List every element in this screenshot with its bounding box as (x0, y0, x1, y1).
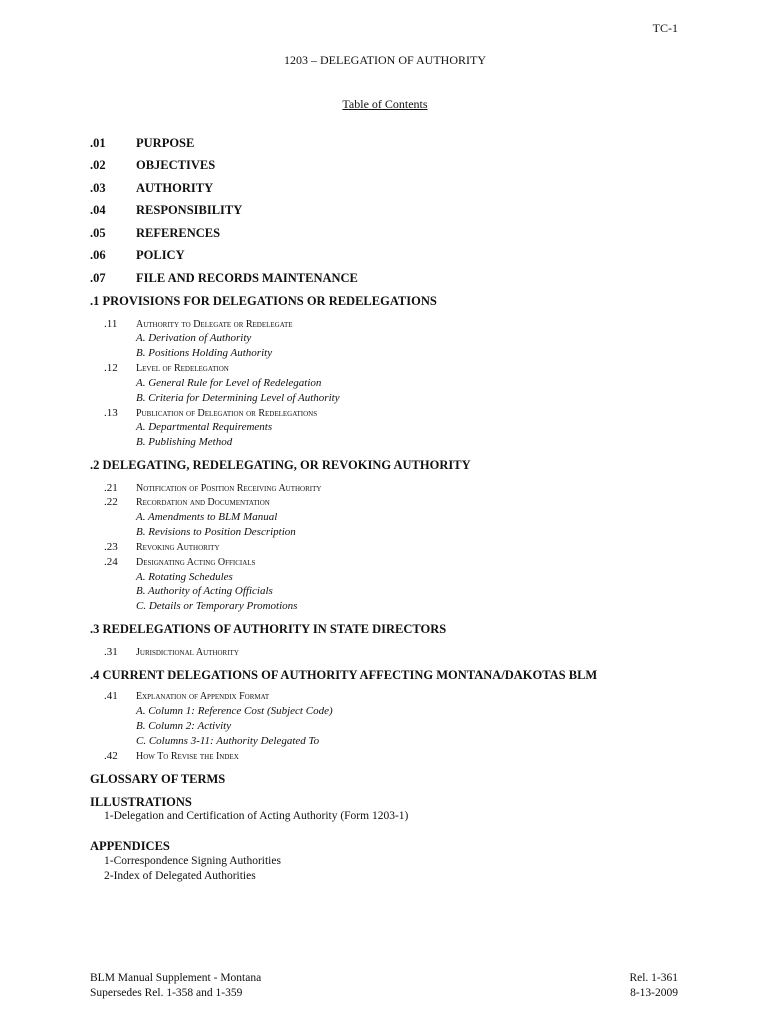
toc-part-2: .2 DELEGATING, REDELEGATING, OR REVOKING AUTHORITY (90, 458, 471, 472)
toc-appendix-item-1: 1-Correspondence Signing Authorities (104, 855, 281, 867)
footer-manual-supplement: BLM Manual Supplement - Montana (90, 972, 262, 984)
footer-date: 8-13-2009 (630, 987, 678, 999)
toc-glossary: GLOSSARY OF TERMS (90, 772, 226, 786)
toc-sub-13: .13 Publication of Delegation or Redelegations (104, 407, 318, 419)
toc-item-12a: A. General Rule for Level of Redelegation (136, 377, 322, 389)
toc-sub-41: .41 Explanation of Appendix Format (104, 690, 270, 702)
toc-sub-22: .22 Recordation and Documentation (104, 496, 270, 508)
toc-sub-11: .11 Authority to Delegate or Redelegate (104, 318, 293, 330)
toc-entry-objectives: .02 OBJECTIVES (90, 158, 216, 172)
footer-left (90, 971, 261, 1001)
footer-release: Rel. 1-361 (629, 972, 678, 984)
toc-entry-responsibility: .04 RESPONSIBILITY (90, 203, 243, 217)
toc-item-12b: B. Criteria for Determining Level of Authority (136, 392, 340, 404)
toc-illustration-item: 1-Delegation and Certification of Acting Authority (Form 1203-1) (104, 810, 409, 822)
toc-item-22b: B. Revisions to Position Description (136, 526, 296, 538)
toc-entry-file-records: .07 FILE AND RECORDS MAINTENANCE (90, 271, 358, 285)
footer-supersedes: Supersedes Rel. 1-358 and 1-359 (90, 987, 243, 999)
toc-entry-authority: .03 AUTHORITY (90, 181, 214, 195)
toc-item-24c: C. Details or Temporary Promotions (136, 600, 298, 612)
toc-item-11a: A. Derivation of Authority (136, 332, 252, 344)
toc-entry-purpose: .01 PURPOSE (90, 136, 195, 150)
toc-item-13a: A. Departmental Requirements (136, 421, 273, 433)
toc-sub-24: .24 Designating Acting Officials (104, 556, 256, 568)
toc-sub-42: .42 How To Revise the Index (104, 750, 239, 762)
toc-item-22a: A. Amendments to BLM Manual (136, 511, 278, 523)
page-id: TC-1 (652, 21, 678, 35)
toc-part-1: .1 PROVISIONS FOR DELEGATIONS OR REDELEGATIONS (90, 294, 437, 308)
toc-illustrations: ILLUSTRATIONS (90, 795, 192, 809)
toc-item-24a: A. Rotating Schedules (136, 571, 233, 583)
toc-item-41b: B. Column 2: Activity (136, 720, 232, 732)
toc-item-11b: B. Positions Holding Authority (136, 347, 273, 359)
footer-right (629, 971, 678, 1001)
document-title: 1203 – DELEGATION OF AUTHORITY (284, 53, 486, 67)
toc-sub-23: .23 Revoking Authority (104, 541, 220, 553)
toc-part-4: .4 CURRENT DELEGATIONS OF AUTHORITY AFFECTING MONTANA/DAKOTAS BLM (90, 668, 598, 682)
toc-item-24b: B. Authority of Acting Officials (136, 585, 273, 597)
toc-item-41c: C. Columns 3-11: Authority Delegated To (136, 735, 320, 747)
toc-appendices: APPENDICES (90, 839, 170, 853)
toc-sub-12: .12 Level of Redelegation (104, 362, 229, 374)
toc-sub-21: .21 Notification of Position Receiving Authority (104, 482, 322, 494)
toc-part-3: .3 REDELEGATIONS OF AUTHORITY IN STATE DIRECTORS (90, 622, 447, 636)
toc-item-41a: A. Column 1: Reference Cost (Subject Code) (136, 705, 333, 717)
toc-sub-31: .31 Jurisdictional Authority (104, 646, 239, 658)
toc-entry-policy: .06 POLICY (90, 248, 185, 262)
toc-appendix-item-2: 2-Index of Delegated Authorities (104, 870, 256, 882)
toc-item-13b: B. Publishing Method (136, 436, 233, 448)
toc-entry-references: .05 REFERENCES (90, 226, 221, 240)
toc-title: Table of Contents (342, 97, 428, 111)
